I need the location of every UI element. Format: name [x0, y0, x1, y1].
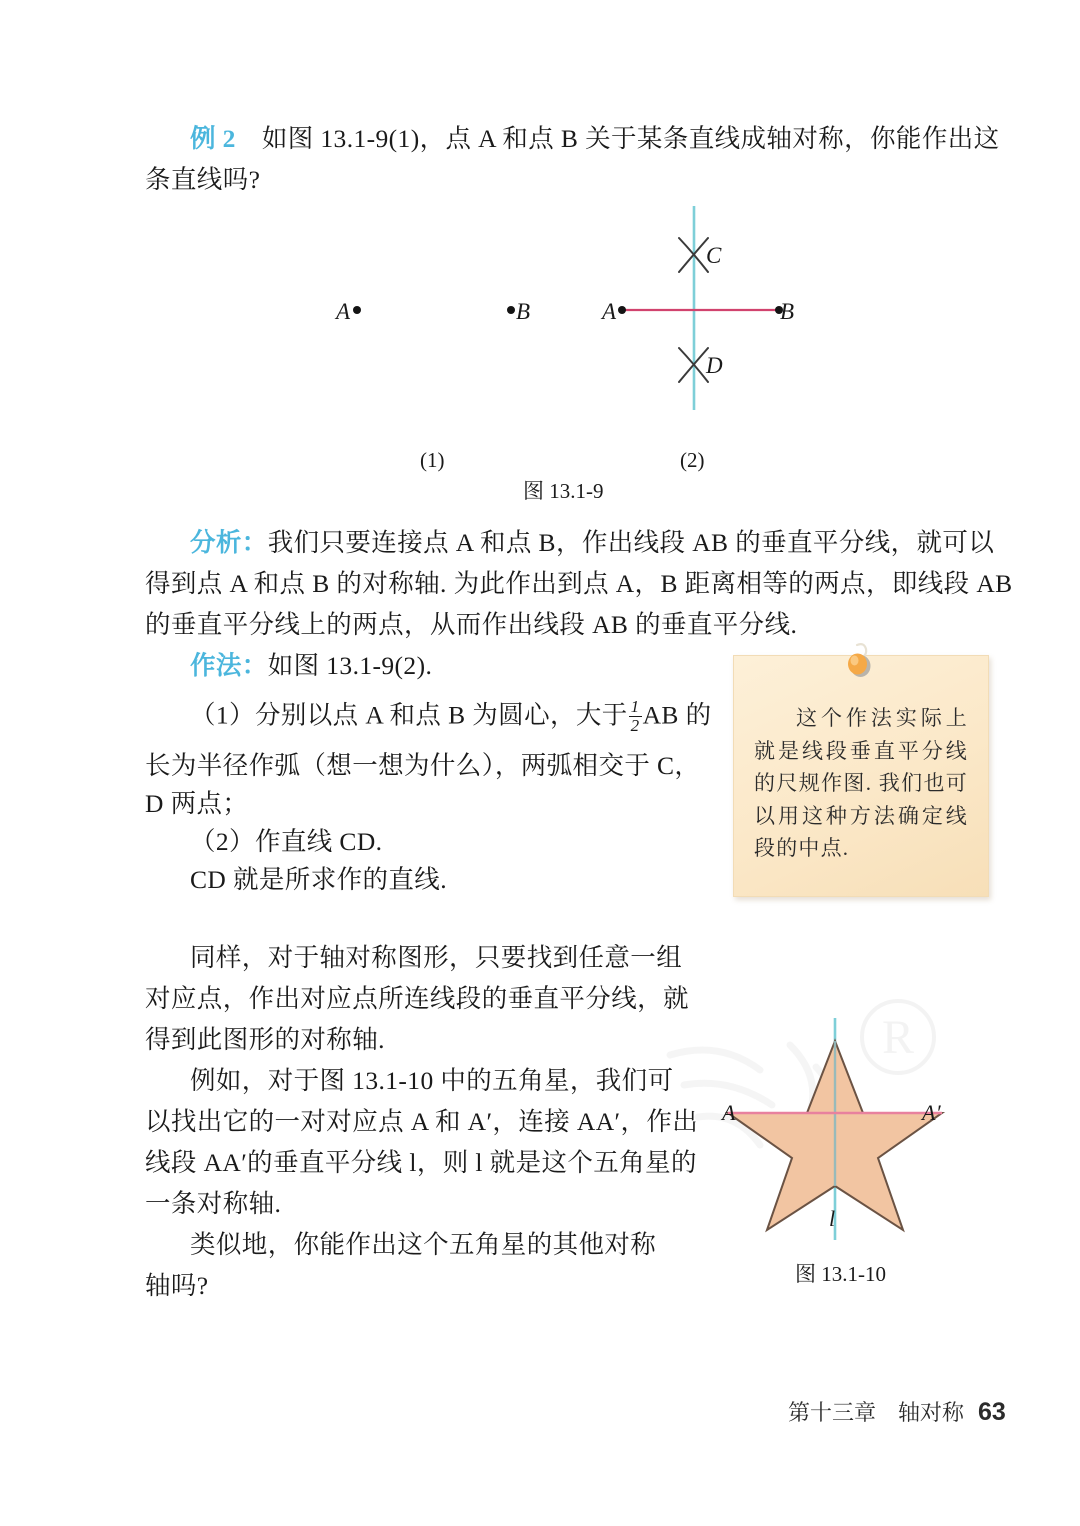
- body-line-4: 例如，对于图 13.1-10 中的五角星，我们可: [190, 1066, 674, 1095]
- figure-139-sublabel-1: (1): [420, 448, 445, 472]
- figure-139-p1-label-b: B: [516, 299, 531, 324]
- figure-139-label-d: D: [706, 353, 724, 378]
- figure-139-p2-label-a: A: [602, 299, 617, 324]
- analysis-text-1: 我们只要连接点 A 和点 B，作出线段 AB 的垂直平分线，就可以: [267, 528, 995, 557]
- body-line-5: 以找出它的一对对应点 A 和 A′，连接 AA′，作出: [145, 1107, 699, 1136]
- fraction-one-half: [629, 698, 642, 734]
- body-line-7: 一条对称轴.: [145, 1189, 282, 1218]
- svg-text:R: R: [881, 1011, 915, 1064]
- figure-139-caption: 图 13.1-9: [523, 479, 604, 503]
- body-line-6: 线段 AA′的垂直平分线 l，则 l 就是这个五角星的: [145, 1148, 697, 1177]
- analysis-line-3: 的垂直平分线上的两点，从而作出线段 AB 的垂直平分线.: [145, 610, 798, 639]
- method-step2: （2）作直线 CD.: [190, 827, 383, 856]
- page-footer: [788, 1396, 1006, 1427]
- footer-chapter-title: 第十三章 轴对称: [788, 1400, 965, 1425]
- analysis-line-1: [190, 530, 994, 556]
- figure-139-p1-label-a: A: [336, 299, 351, 324]
- side-note-box: [733, 655, 989, 897]
- method-step1-pre: （1）分别以点 A 和点 B 为圆心，大于: [190, 700, 628, 730]
- figure-13-1-10: [715, 1008, 990, 1258]
- method-step1-post: AB 的: [642, 700, 712, 730]
- figure-13-1-9: [145, 198, 990, 508]
- fraction-numerator: 1: [630, 697, 640, 716]
- figure-1310-axis-label: l: [829, 1206, 836, 1231]
- method-step1-line1: [190, 698, 711, 734]
- fraction-denominator: 2: [630, 715, 640, 735]
- footer-page-number: 63: [978, 1398, 1006, 1426]
- body-line-9: 轴吗?: [145, 1271, 209, 1300]
- body-line-8: 类似地，你能作出这个五角星的其他对称: [190, 1230, 657, 1259]
- figure-panel-2: [618, 206, 783, 410]
- method-heading-rest: 如图 13.1-9(2).: [267, 651, 433, 680]
- example-statement-line1: 如图 13.1-9(1)，点 A 和点 B 关于某条直线成轴对称，你能作出这: [261, 124, 1000, 153]
- example-heading-line: [190, 126, 1000, 152]
- pushpin-icon: [842, 642, 876, 680]
- figure-1310-caption: 图 13.1-10: [795, 1262, 886, 1286]
- body-line-3: 得到此图形的对称轴.: [145, 1025, 385, 1054]
- analysis-label: 分析：: [190, 528, 268, 557]
- figure-139-label-c: C: [706, 243, 722, 268]
- figure-1310-label-a-prime: A′: [922, 1100, 942, 1125]
- figure-139-p2-label-b: B: [780, 299, 795, 324]
- example-label: 例 2: [190, 124, 236, 153]
- body-line-2: 对应点，作出对应点所连线段的垂直平分线，就: [145, 984, 689, 1013]
- example-statement-line2: 条直线吗?: [145, 165, 261, 194]
- analysis-line-2: 得到点 A 和点 B 的对称轴. 为此作出到点 A，B 距离相等的两点，即线段 AB: [145, 569, 1013, 598]
- method-heading: [190, 653, 432, 679]
- method-step1-line2: 长为半径作弧（想一想为什么），两弧相交于 C，: [145, 751, 701, 780]
- side-note-text: 这个作法实际上就是线段垂直平分线的尺规作图. 我们也可以用这种方法确定线段的中点.: [754, 706, 968, 861]
- figure-panel-1: [353, 306, 515, 314]
- method-label: 作法：: [190, 651, 268, 680]
- figure-1310-label-a: A: [722, 1100, 736, 1125]
- method-step1-line3: D 两点；: [145, 789, 249, 818]
- figure-139-sublabel-2: (2): [680, 448, 705, 472]
- body-line-1: 同样，对于轴对称图形，只要找到任意一组: [190, 943, 683, 972]
- method-conclusion: CD 就是所求作的直线.: [190, 865, 447, 894]
